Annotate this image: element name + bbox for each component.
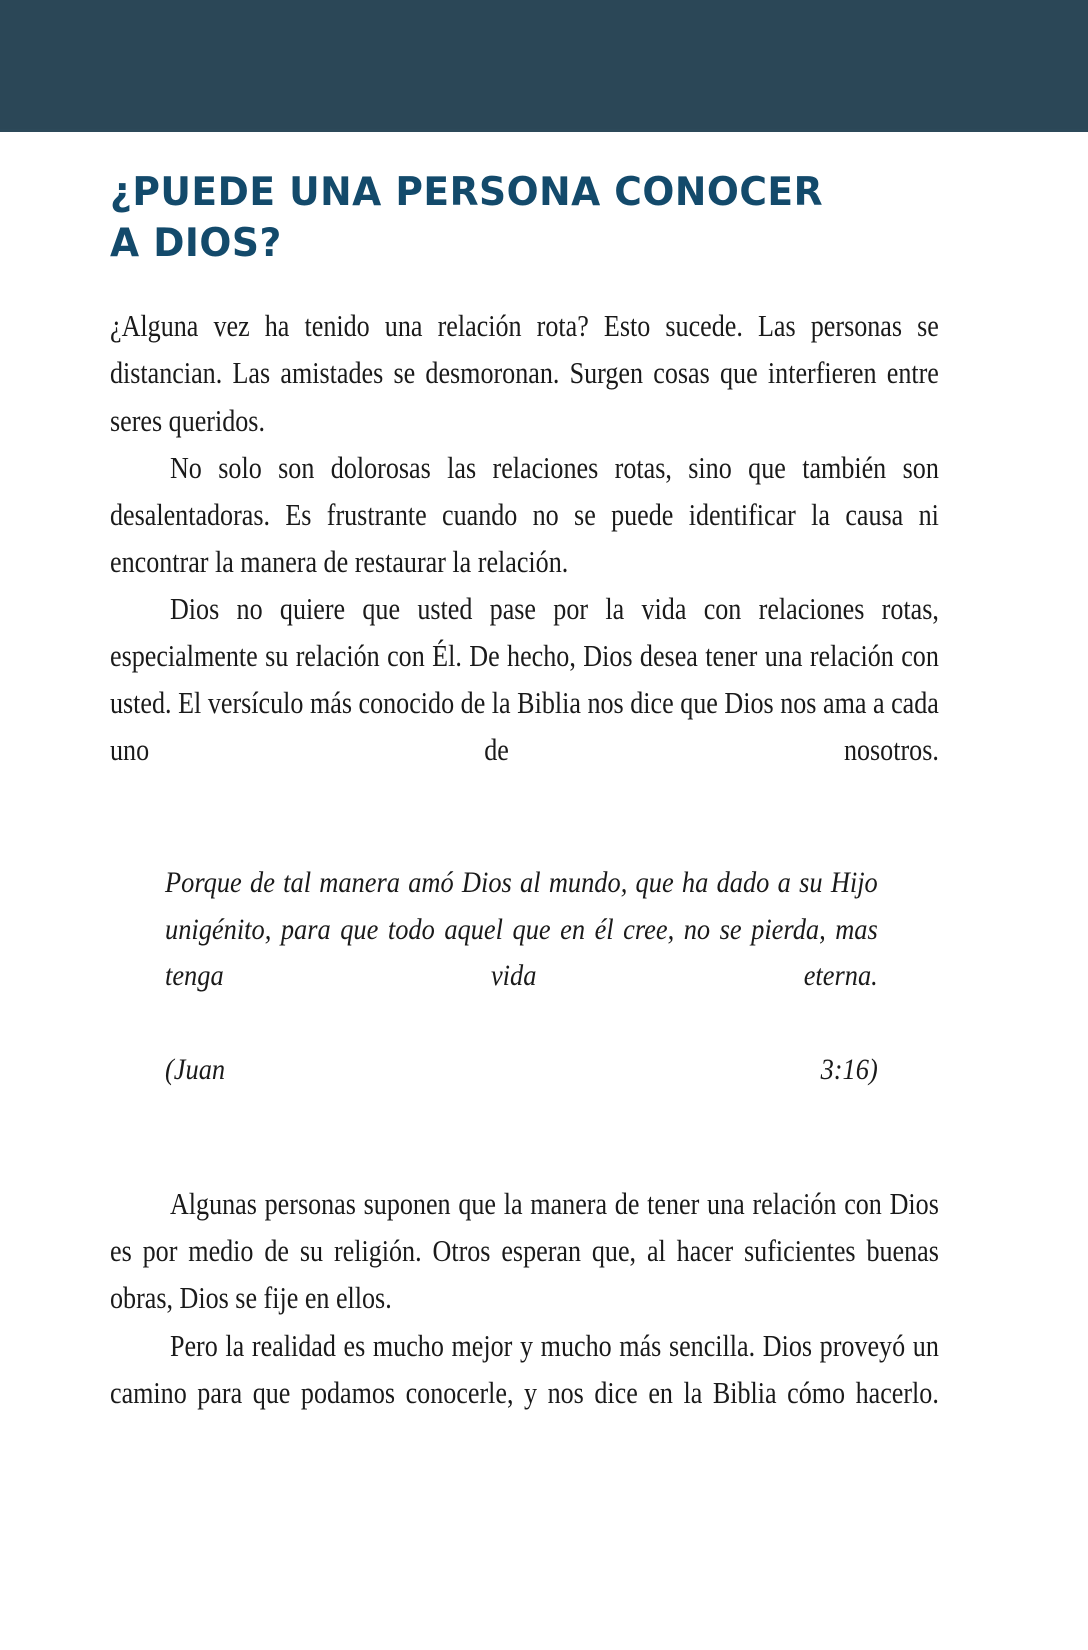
page-title xyxy=(110,132,882,269)
scripture-reference: (Juan 3:16) xyxy=(165,1053,878,1087)
paragraph: Dios no quiere que usted pase por la vida con relaciones rotas, especialmente su relación con Él. De hecho, Dios desea tener una relación con usted. El versículo más conocido de la Biblia nos dice que Dios nos ama a cada uno de nosotros. xyxy=(110,592,939,768)
page-title-line-2: A DIOS? xyxy=(110,220,282,266)
page-title-line-1: ¿PUEDE UNA PERSONA CONOCER xyxy=(110,170,824,215)
page-content xyxy=(0,132,1088,1464)
page-header-band xyxy=(0,0,1088,132)
paragraph: No solo son dolorosas las relaciones rotas, sino que también son desalentadoras. Es frustrante cuando no se puede identificar la causa ni encontrar la manera de restaurar la relación. xyxy=(110,450,939,579)
scripture-quote xyxy=(110,860,940,1142)
paragraph: Algunas personas suponen que la manera de tener una relación con Dios es por medio de su religión. Otros esperan que, al hacer suficientes buenas obras, Dios se fije en ellos. xyxy=(110,1187,939,1316)
scripture-text: Porque de tal manera amó Dios al mundo, que ha dado a su Hijo unigénito, para que todo aquel que en él cree, no se pierda, mas tenga vida eterna. xyxy=(165,865,878,993)
paragraph: Pero la realidad es mucho mejor y mucho más sencilla. Dios proveyó un camino para que podamos conocerle, y nos dice en la Biblia cómo hacerlo. xyxy=(110,1328,939,1410)
body-copy-top xyxy=(110,303,940,821)
paragraph: ¿Alguna vez ha tenido una relación rota? Esto sucede. Las personas se distancian. Las amistades se desmoronan. Surgen cosas que interfieren entre seres queridos. xyxy=(110,309,939,438)
body-copy-bottom xyxy=(110,1181,940,1464)
